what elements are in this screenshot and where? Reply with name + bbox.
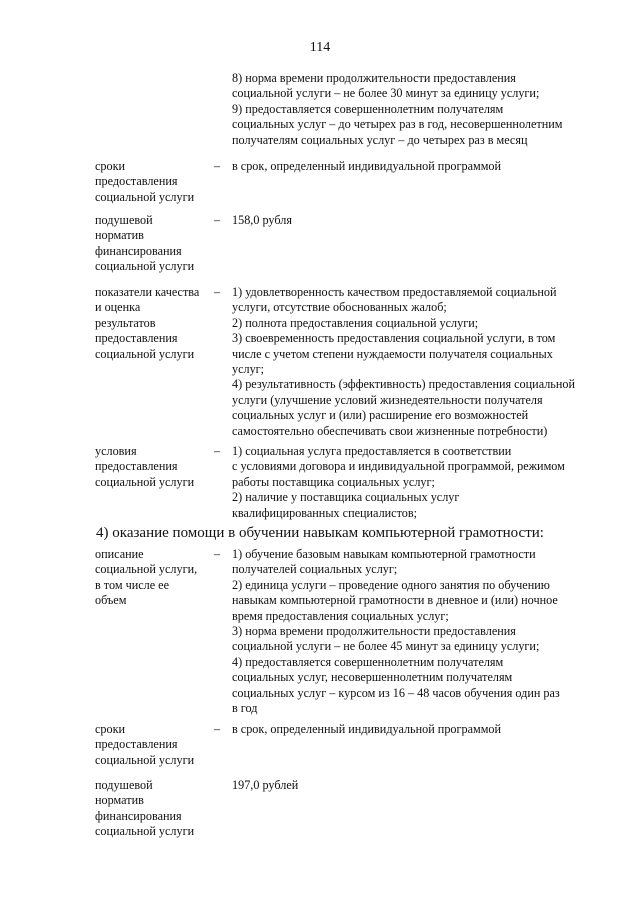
section-label: подушевой норматив финансирования социальной услуги xyxy=(95,778,195,839)
section-label: условия предоставления социальной услуги xyxy=(95,444,195,489)
section-value: 1) социальная услуга предоставляется в соответствии с условиями договора и индивидуальной программой, режимом работы поставщика социальных услуг; 2) наличие у поставщика социальных услуг квалифицированных специалистов; xyxy=(232,444,565,520)
section-label: описание социальной услуги, в том числе ее объем xyxy=(95,547,198,608)
section-service-terms-2 xyxy=(95,722,595,768)
section-label-empty xyxy=(95,71,214,148)
dash-empty xyxy=(214,71,232,148)
section-dash-empty xyxy=(214,778,232,840)
section-value: 197,0 рублей xyxy=(232,778,299,792)
section-dash: – xyxy=(214,159,221,173)
page-number: 114 xyxy=(309,40,331,55)
section-dash: – xyxy=(214,213,221,227)
section-value: 158,0 рубля xyxy=(232,213,292,227)
section-label: сроки предоставления социальной услуги xyxy=(95,159,195,204)
section-value: в срок, определенный индивидуальной программой xyxy=(232,722,502,736)
section-quality-indicators xyxy=(95,285,595,439)
section-value: 1) обучение базовым навыкам компьютерной грамотности получателей социальных услуг; 2) единица услуги – проведение одного занятия по обучению навыкам компьютерной грамотности в дневное и (или) ночное время предоставления социальных услуг; 3) норма времени продолжительности предоставления социальной услуги – не более 45 минут за единицу услуги; 4) предоставляется совершеннолетним получателям социальных услуг, несовершеннолетним получателям социальных услуг – курсом из 16 – 48 часов обучения один раз в год xyxy=(232,547,560,716)
section-label: сроки предоставления социальной услуги xyxy=(95,722,195,767)
section-service-description xyxy=(95,547,595,716)
section-dash: – xyxy=(214,285,221,299)
section-label: показатели качества и оценка результатов предоставления социальной услуги xyxy=(95,285,200,361)
service-heading: 4) оказание помощи в обучении навыкам компьютерной грамотности: xyxy=(96,525,544,541)
section-service-conditions xyxy=(95,444,595,521)
section-dash: – xyxy=(214,547,221,561)
continued-description-text: 8) норма времени продолжительности предоставления социальной услуги – не более 30 минут за единицу услуги; 9) предоставляется совершеннолетним получателям социальных услуг – до четырех раз в год, несовершеннолетним получателям социальных услуг – до четырех раз в месяц xyxy=(232,71,563,147)
continued-service-description xyxy=(95,71,595,148)
section-label: подушевой норматив финансирования социальной услуги xyxy=(95,213,195,274)
section-value: 1) удовлетворенность качеством предоставляемой социальной услуги, отсутствие обоснованных жалоб; 2) полнота предоставления социальной услуги; 3) своевременность предоставления социальной услуги, в том числе с учетом степени нуждаемости получателя социальных услуг; 4) результативность (эффективность) предоставления социальной услуги (улучшение условий жизнедеятельности получателя социальных услуг и (или) расширение его возможностей самостоятельно обеспечивать свои жизненные потребности) xyxy=(232,285,575,438)
section-dash: – xyxy=(214,444,221,458)
section-per-capita-norm-2 xyxy=(95,778,595,840)
section-value: в срок, определенный индивидуальной программой xyxy=(232,159,502,173)
section-dash: – xyxy=(214,722,221,736)
section-service-terms xyxy=(95,159,595,205)
section-per-capita-norm xyxy=(95,213,595,275)
